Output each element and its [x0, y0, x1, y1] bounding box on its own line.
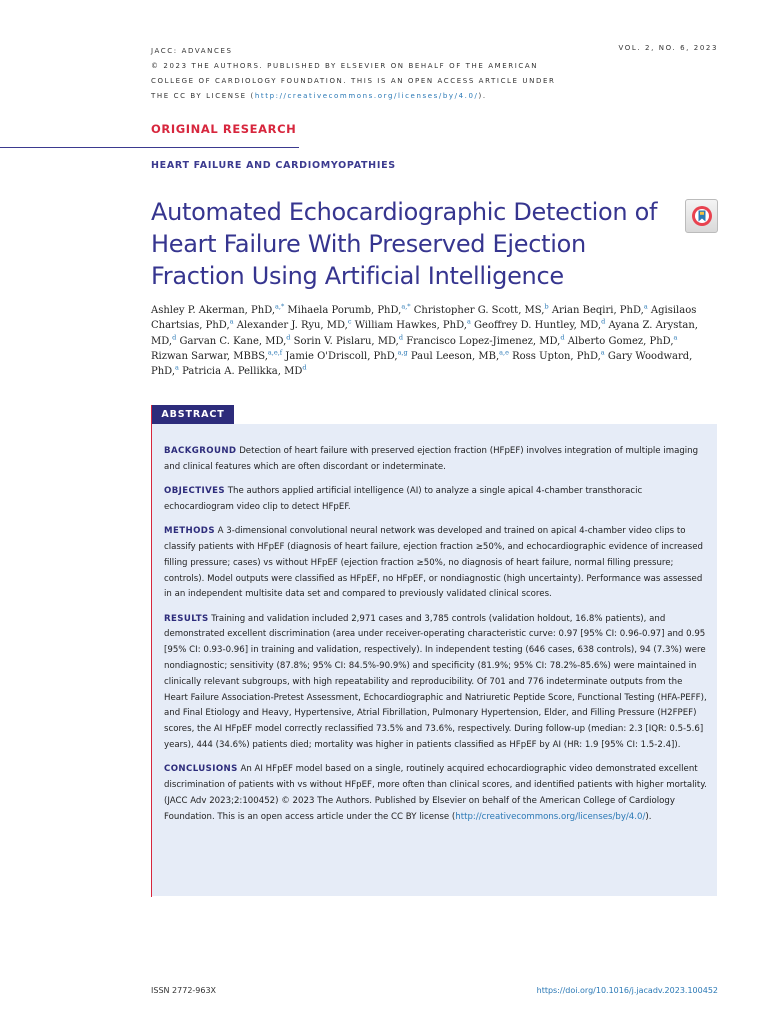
author — [406, 333, 565, 347]
author — [413, 302, 549, 316]
volume-info: VOL. 2, NO. 6, 2023 — [618, 44, 718, 52]
author-name: Patricia A. Pellikka, MD — [182, 366, 303, 378]
author-name: Paul Leeson, MB, — [410, 350, 500, 362]
author-affiliation[interactable]: b — [544, 302, 549, 311]
author — [410, 348, 509, 362]
author-name: Alberto Gomez, PhD, — [567, 335, 674, 347]
journal-header — [151, 44, 555, 104]
author-affiliation[interactable]: a,* — [275, 302, 285, 311]
author-affiliation[interactable]: d — [302, 363, 307, 372]
author-affiliation[interactable]: a,e,f — [267, 348, 283, 357]
author — [287, 302, 411, 316]
license-link[interactable]: http://creativecommons.org/licenses/by/4.0/ — [254, 92, 479, 100]
author-name: Geoffrey D. Huntley, MD, — [474, 320, 602, 332]
journal-name: JACC: ADVANCES — [151, 47, 233, 55]
author — [293, 333, 404, 347]
doi-link[interactable]: https://doi.org/10.1016/j.jacadv.2023.100452 — [536, 986, 718, 995]
author — [179, 333, 291, 347]
author-name: William Hawkes, PhD, — [354, 320, 467, 332]
abstract-tab: ABSTRACT — [152, 405, 234, 424]
author-name: Arian Beqiri, PhD, — [551, 305, 644, 316]
author — [474, 317, 606, 332]
author — [551, 302, 648, 316]
author-affiliation[interactable]: a — [600, 348, 605, 357]
copyright-line-2: COLLEGE OF CARDIOLOGY FOUNDATION. THIS IS AN OPEN ACCESS ARTICLE UNDER — [151, 77, 556, 85]
abstract-methods: METHODS A 3-dimensional convolutional neural network was developed and trained on apical 4-chamber video clips to classify patients with HFpEF (diagnosis of heart failure, ejection fraction ≥50%, and echocardiographic evidence of increased filling pressure; cases) vs without HFpEF (ejection fraction ≥50%, no diagnosis of heart failure, normal filling pressure; controls). Model outputs were classified as HFpEF, no HFpEF, or nondiagnostic (high uncertainty). Performance was assessed in an independent multisite data set and compared to previously validated clinical scores. — [164, 526, 703, 600]
author-name: Francisco Lopez-Jimenez, MD, — [406, 335, 561, 347]
author — [512, 348, 605, 362]
author-affiliation[interactable]: d — [560, 333, 565, 342]
author — [285, 348, 408, 362]
author-affiliation[interactable]: d — [286, 333, 291, 342]
author-affiliation[interactable]: d — [172, 333, 177, 342]
author-name: Alexander J. Ryu, MD, — [236, 320, 348, 332]
author-name: Ross Upton, PhD, — [512, 350, 601, 362]
crossmark-button[interactable] — [685, 199, 718, 233]
subject-category: HEART FAILURE AND CARDIOMYOPATHIES — [151, 160, 396, 171]
abstract-objectives: OBJECTIVES The authors applied artificial intelligence (AI) to analyze a single apical 4-chamber transthoracic echocardiogram video clip to detect HFpEF. — [164, 486, 643, 512]
author-affiliation[interactable]: a — [673, 333, 678, 342]
author — [151, 302, 285, 316]
author-name: Sorin V. Pislaru, MD, — [293, 335, 399, 347]
author-name: Ashley P. Akerman, PhD, — [151, 305, 276, 316]
author-name: Agisilaos Chartsias, PhD, — [151, 305, 697, 332]
author-name: Garvan C. Kane, MD, — [179, 335, 287, 347]
section-divider — [0, 147, 299, 148]
section-label: ORIGINAL RESEARCH — [151, 122, 297, 136]
author-affiliation[interactable]: a,g — [397, 348, 408, 357]
author-name: Jamie O'Driscoll, PhD, — [285, 350, 398, 362]
abstract-box — [152, 424, 717, 896]
copyright-line-1: © 2023 THE AUTHORS. PUBLISHED BY ELSEVIER ON BEHALF OF THE AMERICAN — [151, 62, 539, 70]
author-affiliation[interactable]: a,* — [401, 302, 411, 311]
author — [182, 363, 307, 378]
author-affiliation[interactable]: a — [643, 302, 648, 311]
author-affiliation[interactable]: d — [601, 317, 606, 326]
author-affiliation[interactable]: a — [175, 363, 179, 372]
author-name: Christopher G. Scott, MS, — [413, 305, 545, 316]
author-affiliation[interactable]: a,e — [499, 348, 509, 357]
author-affiliation[interactable]: a — [229, 317, 234, 326]
crossmark-icon — [691, 205, 713, 227]
copyright-line-3: THE CC BY LICENSE (http://creativecommons.org/licenses/by/4.0/). — [151, 92, 487, 100]
author — [354, 317, 471, 332]
author-name: Gary Woodward, PhD, — [151, 350, 693, 378]
author-list — [151, 303, 711, 379]
author-affiliation[interactable]: a — [466, 317, 471, 326]
author — [151, 348, 283, 362]
author-affiliation[interactable]: c — [347, 317, 352, 326]
abstract-conclusions: CONCLUSIONS An AI HFpEF model based on a single, routinely acquired echocardiographic video demonstrated excellent discrimination of patients with vs without HFpEF, more often than clinical scores, and identified patients with higher mortality. (JACC Adv 2023;2:100452) © 2023 The Authors. Published by Elsevier on behalf of the American College of Cardiology Foundation. This is an open access article under the CC BY license (http://creativecommons.org/licenses/by/4.0/). — [164, 764, 707, 822]
article-title: Automated Echocardiographic Detection of Heart Failure With Preserved Ejection Fraction Using Artificial Intelligence — [151, 198, 658, 290]
author-name: Rizwan Sarwar, MBBS, — [151, 350, 268, 362]
author — [567, 333, 678, 347]
abstract-results: RESULTS Training and validation included 2,971 cases and 3,785 controls (validation holdout, 16.8% patients), and demonstrated excellent discrimination (area under receiver-operating characteristic curve: 0.97 [95% CI: 0.96-0.97] and 0.95 [95% CI: 0.93-0.96] in training and validation, respectively). In independent testing (646 cases, 638 controls), 94 (7.3%) were nondiagnostic; sensitivity (87.8%; 95% CI: 84.5%-90.9%) and specificity (81.9%; 95% CI: 78.2%-85.6%) were maintained in clinically relevant subgroups, with high repeatability and reproducibility. Of 701 and 776 indeterminate outputs from the Heart Failure Association-Pretest Assessment, Echocardiographic and Natriuretic Peptide Score, Functional Testing (HFA-PEFF), and Final Etiology and Heavy, Hypertensive, Atrial Fibrillation, Pulmonary Hypertension, Elder, and Filling Pressure (H2FPEF) scores, the AI HFpEF model correctly reclassified 73.5% and 73.6%, respectively. During follow-up (median: 2.3 [IQR: 0.5-5.6] years), 444 (34.6%) patients died; mortality was higher in patients classified as HFpEF by AI (HR: 1.9 [95% CI: 1.5-2.4]). — [164, 613, 707, 751]
abstract-background: BACKGROUND Detection of heart failure with preserved ejection fraction (HFpEF) involves integration of multiple imaging and clinical features which are often discordant or indeterminate. — [164, 446, 699, 472]
author-affiliation[interactable]: d — [398, 333, 404, 342]
author-name: Ayana Z. Arystan, MD, — [151, 320, 698, 347]
license-link-abstract[interactable]: http://creativecommons.org/licenses/by/4.0/ — [455, 811, 646, 822]
author — [236, 317, 352, 332]
issn: ISSN 2772-963X — [151, 986, 217, 995]
author-name: Mihaela Porumb, PhD, — [287, 305, 402, 316]
